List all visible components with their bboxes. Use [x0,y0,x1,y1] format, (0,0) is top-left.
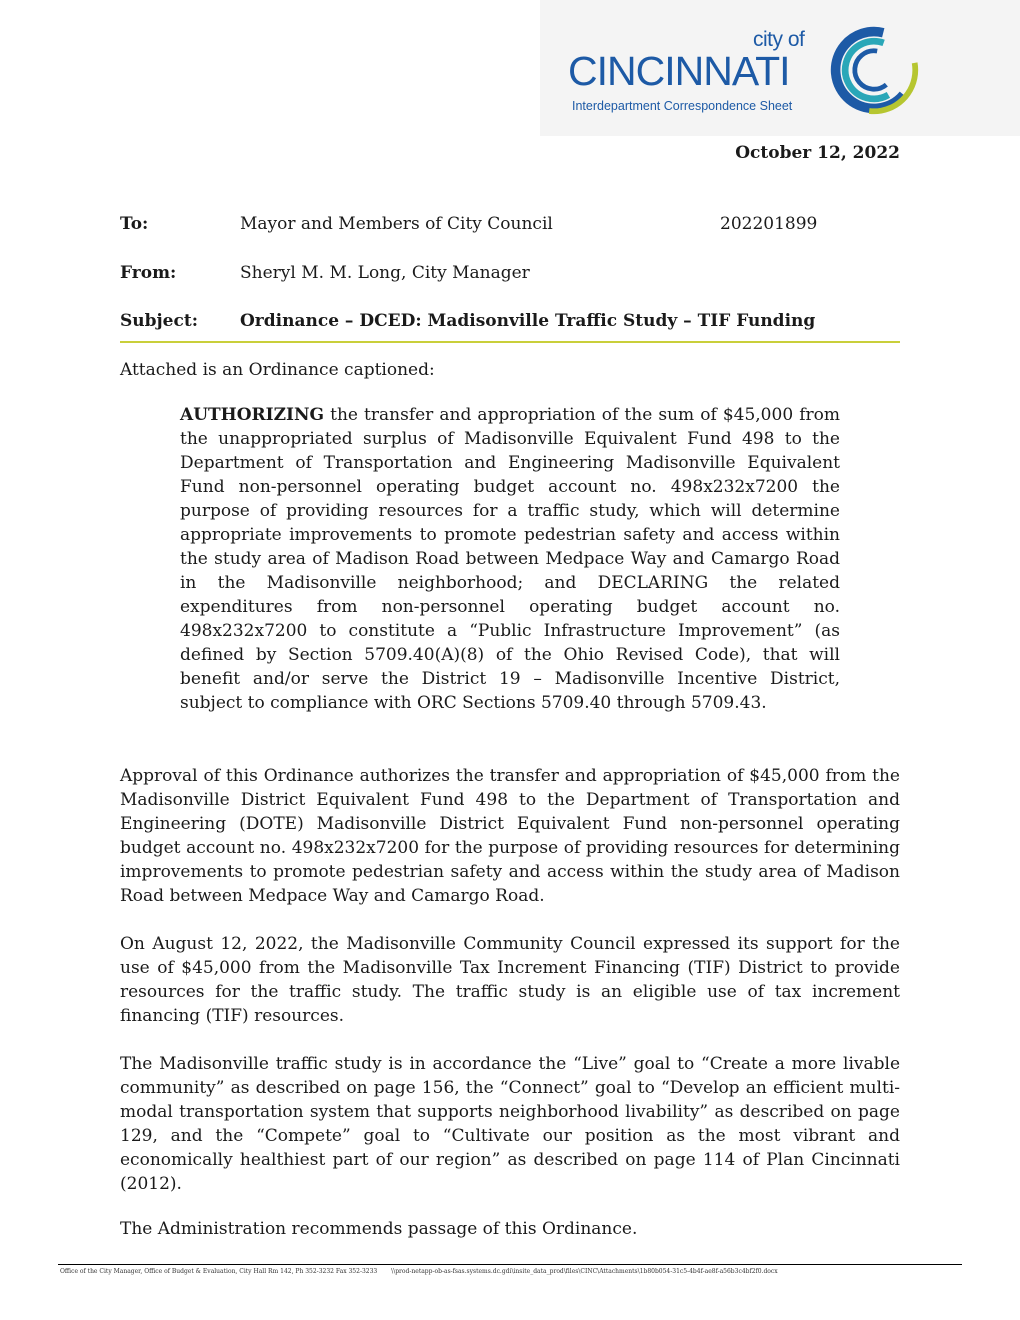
logo-city-of-text: city of [753,28,805,51]
footer-office: Office of the City Manager, Office of Budget & Evaluation, City Hall Rm 142, Ph 352-3232 Fax 352-3233 [60,1268,378,1275]
body-paragraph-4: The Administration recommends passage of this Ordinance. [120,1219,638,1239]
subject-value: Ordinance – DCED: Madisonville Traffic Study – TIF Funding [240,311,816,331]
body-paragraph-2: On August 12, 2022, the Madisonville Community Council expressed its support for the use of $45,000 from the Madisonville Tax Increment Financing (TIF) District to provide resources for the traffic study. The traffic study is an eligible use of tax increment financing (TIF) resources. [120,934,900,1026]
from-label: From: [120,263,177,283]
to-value: Mayor and Members of City Council [240,214,553,234]
footer-path: \\prod-netapp-ob-as-fsas.systems.dc.gdi\insite_data_prod\files\CINC\Attachments\1b80b054-31c5-4b4f-ae8f-a56b3c4bf2f0.docx [391,1268,778,1275]
intro-paragraph: Attached is an Ordinance captioned: [120,360,435,380]
ordinance-lead-word: AUTHORIZING [180,405,325,425]
city-logo-icon [826,22,922,118]
to-label: To: [120,214,149,234]
footer-divider [58,1264,962,1265]
subject-divider [120,341,900,343]
memo-date: October 12, 2022 [735,143,900,163]
letterhead [540,0,1020,136]
body-paragraph-3: The Madisonville traffic study is in accordance the “Live” goal to “Create a more livable community” as described on page 156, the “Connect” goal to “Develop an efficient multi-modal transportation system that supports neighborhood livability” as described on page 129, and the “Compete” goal to “Cultivate our position as the most vibrant and economically healthiest part of our region” as described on page 114 of Plan Cincinnati (2012). [120,1054,900,1194]
subject-label: Subject: [120,311,198,331]
logo-subtitle: Interdepartment Correspondence Sheet [572,99,793,113]
footer [60,1268,960,1275]
reference-number: 202201899 [720,214,818,234]
from-value: Sheryl M. M. Long, City Manager [240,263,530,283]
ordinance-text: the transfer and appropriation of the sum of $45,000 from the unappropriated surplus of Madisonville Equivalent Fund 498 to the Department of Transportation and Engineering Madisonville Equivalent Fund non-personnel operating budget account no. 498x232x7200 the purpose of providing resources for a traffic study, which will determine appropriate improvements to promote pedestrian safety and access within the study area of Madison Road between Medpace Way and Camargo Road in the Madisonville neighborhood; and DECLARING the related expenditures from non-personnel operating budget account no. 498x232x7200 to constitute a “Public Infrastructure Improvement” (as defined by Section 5709.40(A)(8) of the Ohio Revised Code), that will benefit and/or serve the District 19 – Madisonville Incentive District, subject to compliance with ORC Sections 5709.40 through 5709.43. [180,405,840,713]
body-paragraph-1: Approval of this Ordinance authorizes the transfer and appropriation of $45,000 from the Madisonville District Equivalent Fund 498 to the Department of Transportation and Engineering (DOTE) Madisonville District Equivalent Fund non-personnel operating budget account no. 498x232x7200 for the purpose of providing resources for determining improvements to promote pedestrian safety and access within the study area of Madison Road between Medpace Way and Camargo Road. [120,766,900,906]
logo-city-name: CINCINNATI [568,48,790,94]
ordinance-caption [180,403,840,715]
